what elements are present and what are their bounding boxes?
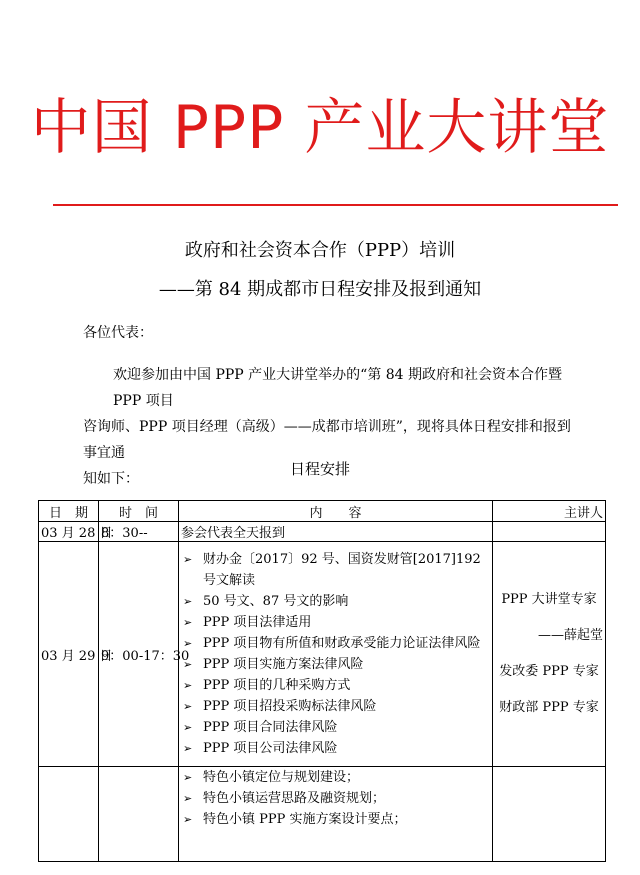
row-content <box>179 542 493 767</box>
list-item <box>181 809 490 830</box>
list-item <box>181 612 490 633</box>
intro-line: 咨询师、PPP 项目经理（高级）——成都市培训班”，现将具体日程安排和报到事宜通 <box>83 419 571 461</box>
header-speaker: 主讲人 <box>493 501 606 522</box>
header-date: 日 期 <box>39 501 99 522</box>
list-item <box>181 767 490 788</box>
arrow-bullet-icon: ➢ <box>183 637 193 650</box>
intro-line: 欢迎参加由中国 PPP 产业大讲堂举办的“第 84 期政府和社会资本合作暨 PPP 项目 <box>113 367 563 409</box>
arrow-bullet-icon: ➢ <box>183 553 193 566</box>
list-item <box>181 696 490 717</box>
list-item-text: PPP 项目招投采购标法律风险 <box>203 699 377 714</box>
row-speaker <box>493 542 606 767</box>
list-item-text: PPP 项目实施方案法律风险 <box>203 657 364 672</box>
list-item-text: PPP 项目物有所值和财政承受能力论证法律风险 <box>203 636 481 651</box>
speaker-name: 发改委 PPP 专家 <box>499 664 599 679</box>
header-content: 内 容 <box>179 501 493 522</box>
list-item <box>181 633 490 654</box>
arrow-bullet-icon: ➢ <box>183 771 193 784</box>
row-content <box>179 767 493 862</box>
table-row <box>39 522 606 542</box>
doc-subtitle: ——第 84 期成都市日程安排及报到通知 <box>158 279 482 300</box>
content-list <box>181 767 490 830</box>
row-content: 参会代表全天报到 <box>179 522 493 542</box>
arrow-bullet-icon: ➢ <box>183 792 193 805</box>
table-header-row <box>39 501 606 522</box>
list-item <box>181 591 490 612</box>
arrow-bullet-icon: ➢ <box>183 700 193 713</box>
speaker-list <box>495 582 603 726</box>
arrow-bullet-icon: ➢ <box>183 721 193 734</box>
row-date <box>39 767 99 862</box>
row-time: 8：30-- <box>99 522 179 542</box>
list-item-text: PPP 项目合同法律风险 <box>203 720 338 735</box>
row-time: 9：00-17：30 <box>99 542 179 767</box>
list-item-text: PPP 项目公司法律风险 <box>203 741 338 756</box>
arrow-bullet-icon: ➢ <box>183 813 193 826</box>
list-item <box>181 654 490 675</box>
arrow-bullet-icon: ➢ <box>183 679 193 692</box>
row-date: 03 月 28 日 <box>39 522 99 542</box>
row-speaker <box>493 767 606 862</box>
list-item-text: 特色小镇运营思路及融资规划； <box>203 791 386 806</box>
list-item-text: 50 号文、87 号文的影响 <box>203 594 349 609</box>
speaker-name: ——薛起堂 <box>537 628 603 643</box>
list-item <box>181 788 490 809</box>
list-item-text: 特色小镇定位与规划建设； <box>203 770 360 785</box>
arrow-bullet-icon: ➢ <box>183 616 193 629</box>
table-row <box>39 542 606 767</box>
list-item-text: 财办金〔2017〕92 号、国资发财管[2017]192 号文解读 <box>203 552 481 588</box>
list-item-text: PPP 项目的几种采购方式 <box>203 678 351 693</box>
greeting: 各位代表： <box>83 325 153 341</box>
row-date: 03 月 29 日 <box>39 542 99 767</box>
list-item-text: 特色小镇 PPP 实施方案设计要点； <box>203 812 407 827</box>
list-item <box>181 738 490 759</box>
arrow-bullet-icon: ➢ <box>183 742 193 755</box>
arrow-bullet-icon: ➢ <box>183 595 193 608</box>
list-item <box>181 675 490 696</box>
list-item <box>181 549 490 591</box>
doc-title: 政府和社会资本合作（PPP）培训 <box>184 240 456 261</box>
schedule-heading: 日程安排 <box>289 460 350 478</box>
intro-line: 知如下： <box>83 471 139 487</box>
row-speaker <box>493 522 606 542</box>
list-item <box>181 717 490 738</box>
row-time <box>99 767 179 862</box>
speaker-name: PPP 大讲堂专家 <box>501 592 597 607</box>
arrow-bullet-icon: ➢ <box>183 658 193 671</box>
speaker-name: 财政部 PPP 专家 <box>499 700 599 715</box>
list-item-text: PPP 项目法律适用 <box>203 615 312 630</box>
header-time: 时 间 <box>99 501 179 522</box>
table-row <box>39 767 606 862</box>
banner-title: 中国 PPP 产业大讲堂 <box>30 93 610 163</box>
red-divider <box>53 204 618 206</box>
schedule-table <box>38 500 606 862</box>
content-list <box>181 549 490 759</box>
